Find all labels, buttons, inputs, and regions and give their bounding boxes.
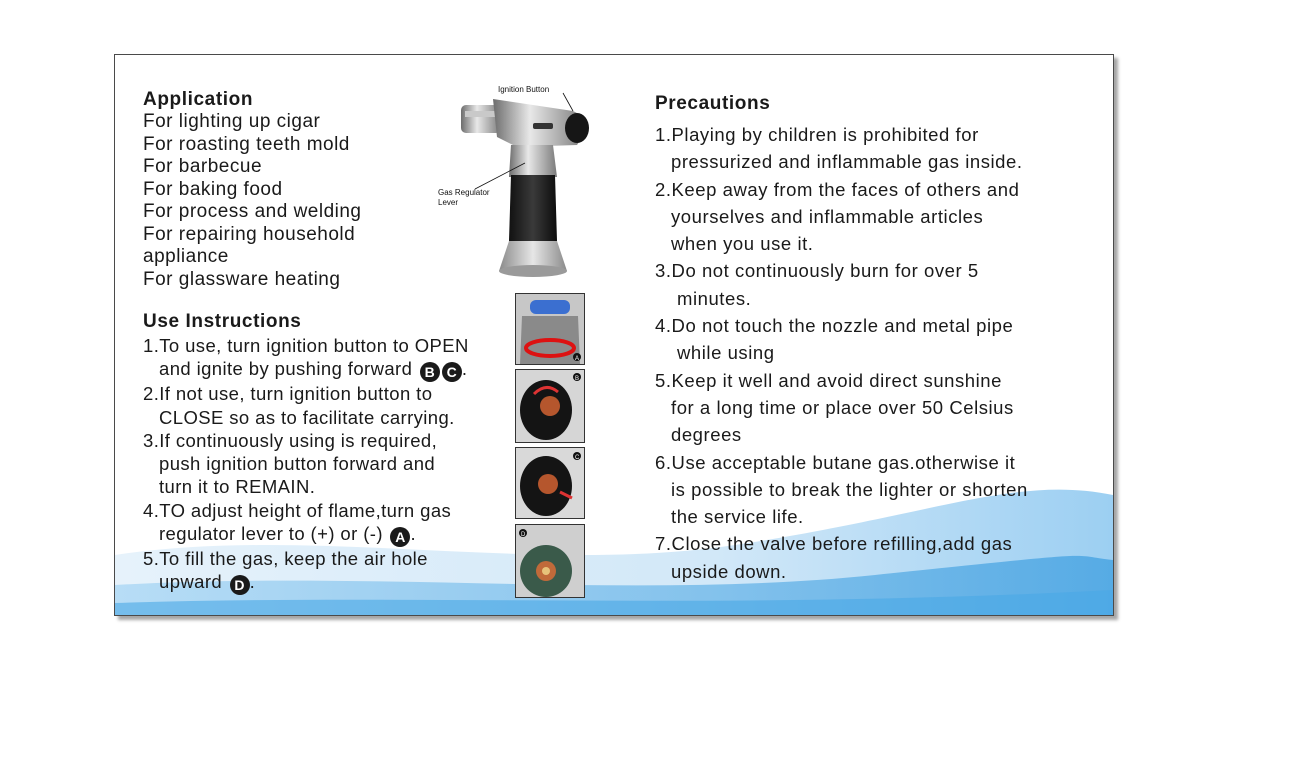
precaution-text: 2.Keep away from the faces of others and [655, 178, 1020, 200]
step-text: turn it to REMAIN. [159, 476, 316, 498]
step-text: 1.To use, turn ignition button to OPEN [143, 335, 469, 356]
badge-a: A [390, 527, 410, 547]
precaution-text: upside down. [671, 560, 787, 582]
application-list [143, 111, 483, 291]
application-item: For lighting up cigar [143, 111, 321, 132]
precaution-text: for a long time or place over 50 Celsius [671, 396, 1014, 418]
use-instructions-list [143, 334, 533, 595]
precaution-text: 3.Do not continuously burn for over 5 [655, 260, 979, 282]
gas-regulator-label: Gas Regulator [438, 188, 490, 197]
thumbnail-a-tag: A [575, 356, 580, 362]
application-item: For baking food [143, 178, 283, 200]
badge-b: B [420, 362, 440, 382]
thumbnail-a [515, 293, 585, 365]
gas-regulator-label-line2: Lever [438, 198, 459, 207]
precaution-text: 1.Playing by children is prohibited for [655, 124, 979, 145]
precaution-text: while using [677, 342, 775, 364]
precaution-text: 7.Close the valve before refilling,add gas [655, 533, 1013, 555]
precautions-section [655, 93, 1095, 585]
precaution-text: pressurized and inflammable gas inside. [671, 151, 1023, 173]
application-item: For barbecue [143, 156, 263, 177]
precaution-item [655, 449, 1095, 531]
precaution-item [655, 257, 1095, 312]
step-text: 3.If continuously using is required, [143, 429, 438, 451]
precaution-text: when you use it. [671, 233, 814, 255]
step-text: 4.TO adjust height of flame,turn gas [143, 499, 452, 521]
step-text: CLOSE so as to facilitate carrying. [159, 406, 455, 428]
precaution-item [655, 367, 1095, 449]
precaution-item [655, 176, 1095, 258]
application-item: For roasting teeth mold [143, 133, 350, 155]
precaution-text: the service life. [671, 506, 804, 528]
step-text: 2.If not use, turn ignition button to [143, 383, 433, 405]
badge-c: C [442, 362, 462, 382]
step-text: 5.To fill the gas, keep the air hole [143, 548, 428, 570]
thumbnail-c-tag: C [575, 455, 580, 461]
step-text: regulator lever to (+) or (-) [159, 523, 383, 545]
precaution-item [655, 312, 1095, 367]
application-item: For glassware heating [143, 268, 341, 290]
torch-lighter-diagram [438, 81, 605, 311]
precaution-text: 5.Keep it well and avoid direct sunshine [655, 369, 1002, 391]
instruction-step [143, 429, 533, 499]
thumbnail-b-tag: B [575, 376, 580, 382]
badge-d: D [230, 575, 250, 595]
use-instructions-title: Use Instructions [143, 311, 302, 332]
use-instructions-section [143, 311, 533, 595]
application-item: For repairing household [143, 223, 356, 245]
application-item: appliance [143, 246, 229, 267]
instruction-step: 1.To use, turn ignition button to OPEN and ignite by pushing forward B C . [143, 335, 469, 381]
precautions-list [655, 121, 1095, 585]
precaution-item [655, 121, 1095, 176]
instruction-step: 5.To fill the gas, keep the air hole upward D . [143, 548, 428, 594]
precautions-title: Precautions [655, 93, 771, 114]
instruction-step [143, 382, 533, 429]
precaution-text: 6.Use acceptable butane gas.otherwise it [655, 451, 1016, 473]
application-section [143, 89, 483, 291]
instruction-card [114, 54, 1114, 616]
step-text: upward [159, 571, 223, 593]
step-text: push ignition button forward and [159, 453, 436, 475]
precaution-text: minutes. [677, 287, 752, 309]
precaution-text: yourselves and inflammable articles [671, 205, 984, 227]
step-text: and ignite by pushing forward [159, 358, 413, 380]
precaution-text: 4.Do not touch the nozzle and metal pipe [655, 315, 1014, 337]
thumbnail-d [515, 524, 585, 598]
thumbnail-b [515, 369, 585, 443]
thumbnail-d-tag: D [521, 532, 526, 538]
precaution-text: degrees [671, 424, 742, 446]
instruction-step: 4.TO adjust height of flame,turn gas regulator lever to (+) or (-) A . [143, 499, 452, 546]
application-title: Application [143, 89, 254, 110]
thumbnail-c [515, 447, 585, 519]
ignition-button-label: Ignition Button [498, 85, 550, 94]
precaution-text: is possible to break the lighter or shorten [671, 478, 1028, 500]
application-item: For process and welding [143, 201, 362, 222]
precaution-item [655, 530, 1095, 585]
